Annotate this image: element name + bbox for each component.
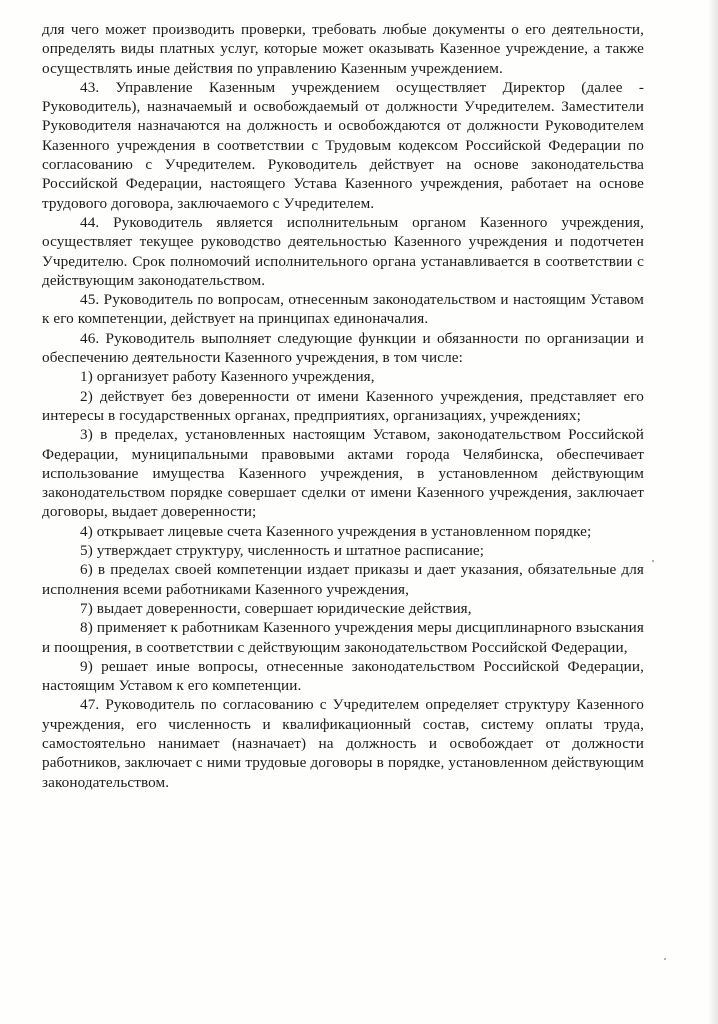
clause-46-item-9: 9) решает иные вопросы, отнесенные законодательством Российской Федерации, настоящим Уставом к его компетенции.: [42, 657, 644, 695]
clause-46-item-7: 7) выдает доверенности, совершает юридические действия,: [80, 599, 472, 617]
clause-46-item-1: 1) организует работу Казенного учреждения,: [80, 368, 375, 386]
clause-46-item-5: 5) утверждает структуру, численность и штатное расписание;: [80, 542, 485, 560]
clause-45: 45. Руководитель по вопросам, отнесенным законодательством и настоящим Уставом к его компетенции, действует на принципах единоначалия.: [42, 291, 644, 328]
clause-46: 46. Руководитель выполняет следующие функции и обязанности по организации и обеспечению деятельности Казенного учреждения, в том числе:: [42, 329, 644, 367]
scan-speck: [652, 560, 654, 562]
clause-44: 44. Руководитель является исполнительным органом Казенного учреждения, осуществляет текущее руководство деятельностью Казенного учреждения и подотчетен Учредителю. Срок полномочий исполнительного органа устанавливается в соответствии с действующим законодательством.: [42, 213, 644, 289]
scan-speck: [664, 958, 666, 960]
clause-46-item-2: 2) действует без доверенности от имени Казенного учреждения, представляет его интересы в государственных органах, предприятиях, организациях, учреждениях;: [42, 387, 644, 424]
clause-47: 47. Руководитель по согласованию с Учредителем определяет структуру Казенного учреждения, его численность и квалификационный состав, систему оплаты труда, самостоятельно нанимает (назначает) на должность и освобождает от должности работников, заключает с ними трудовые договоры в порядке, установленном действующим законодательством.: [42, 696, 644, 791]
clause-43: 43. Управление Казенным учреждением осуществляет Директор (далее - Руководитель), назначаемый и освобождаемый от должности Учредителем. Заместители Руководителя назначаются на должность и освобождаются от должности Руководителем Казенного учреждения в соответствии с Трудовым кодексом Российской Федерации по согласованию с Учредителем. Руководитель действует на основе законодательства Российской Федерации, настоящего Устава Казенного учреждения, работает на основе трудового договора, заключаемого с Учредителем.: [42, 78, 644, 212]
page-edge-shadow: [708, 0, 718, 1024]
clause-46-item-4: 4) открывает лицевые счета Казенного учреждения в установленном порядке;: [80, 522, 592, 540]
clause-46-item-6: 6) в пределах своей компетенции издает приказы и дает указания, обязательные для исполнения всеми работниками Казенного учреждения,: [42, 561, 644, 598]
document-body: [42, 20, 644, 792]
clause-46-item-8: 8) применяет к работникам Казенного учреждения меры дисциплинарного взыскания и поощрения, в соответствии с действующим законодательством Российской Федерации,: [42, 619, 644, 656]
paragraph-continuation: для чего может производить проверки, требовать любые документы о его деятельности, определять виды платных услуг, которые может оказывать Казенное учреждение, а также осуществлять иные действия по управлению Казенным учреждением.: [42, 21, 644, 77]
clause-46-item-3: 3) в пределах, установленных настоящим Уставом, законодательством Российской Федерации, муниципальными правовыми актами города Челябинска, обеспечивает использование имущества Казенного учреждения, в установленном действующим законодательством порядке совершает сделки от имени Казенного учреждения, заключает договоры, выдает доверенности;: [42, 426, 644, 521]
